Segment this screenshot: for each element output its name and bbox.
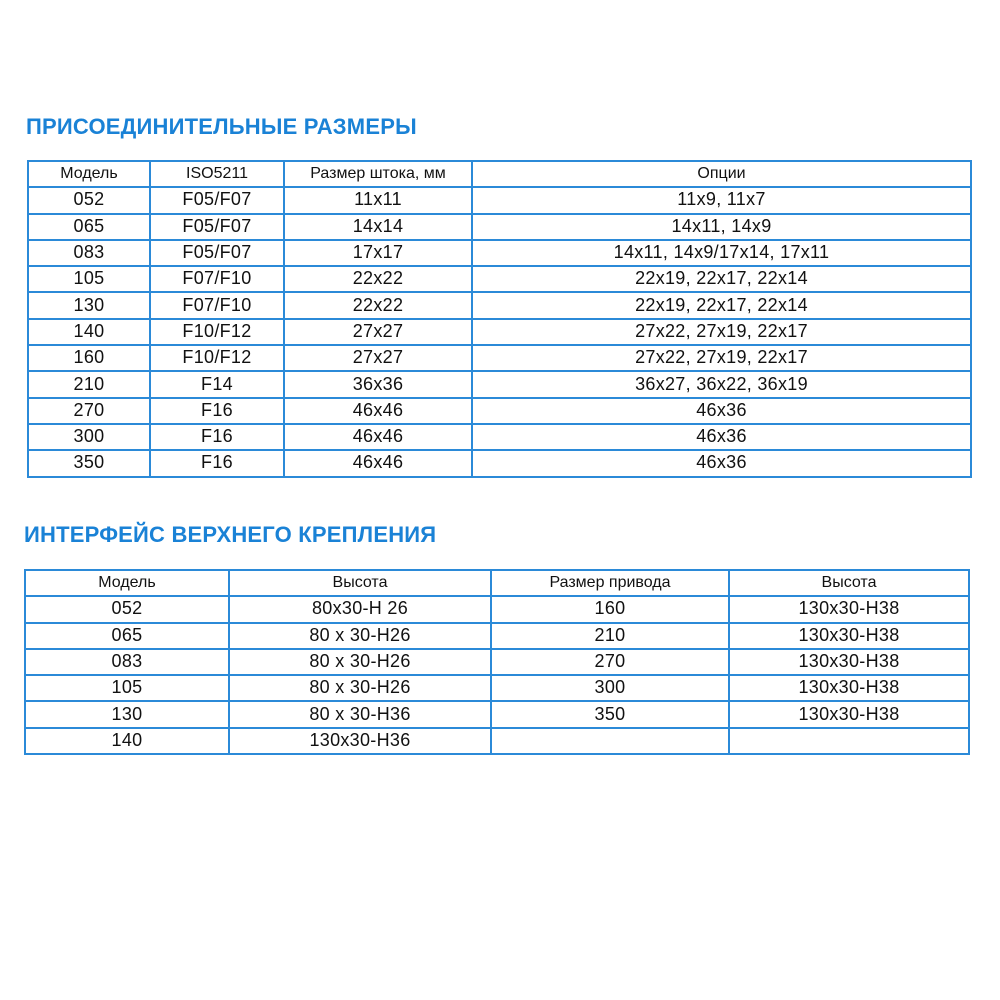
cell-model: 065: [25, 623, 229, 649]
table-row: [28, 214, 971, 240]
cell-stem-size: 27x27: [284, 345, 472, 371]
cell-model: 160: [28, 345, 150, 371]
cell-model: 210: [28, 371, 150, 397]
cell-model: 130: [25, 701, 229, 727]
table-row: [25, 728, 969, 754]
cell-iso5211: F14: [150, 371, 284, 397]
cell-model: 105: [25, 675, 229, 701]
cell-options: 27x22, 27x19, 22x17: [472, 319, 971, 345]
cell-height: 80 x 30-H26: [229, 649, 491, 675]
cell-actuator-size: 160: [491, 596, 729, 622]
cell-iso5211: F16: [150, 450, 284, 476]
header-height-2: Высота: [729, 570, 969, 596]
cell-stem-size: 22x22: [284, 292, 472, 318]
table-row: [28, 319, 971, 345]
table-row: [28, 187, 971, 213]
cell-height-2: 130x30-H38: [729, 596, 969, 622]
header-model: Модель: [25, 570, 229, 596]
cell-options: 27x22, 27x19, 22x17: [472, 345, 971, 371]
cell-options: 11x9, 11x7: [472, 187, 971, 213]
header-stem-size: Размер штока, мм: [284, 161, 472, 187]
top-mounting-interface-table: [24, 569, 970, 755]
cell-model: 140: [28, 319, 150, 345]
cell-iso5211: F16: [150, 398, 284, 424]
table-row: [28, 266, 971, 292]
cell-options: 46x36: [472, 398, 971, 424]
table-row: [28, 240, 971, 266]
cell-height: 80 x 30-H36: [229, 701, 491, 727]
cell-options: 14x11, 14x9: [472, 214, 971, 240]
table-row: [25, 675, 969, 701]
cell-actuator-size: 270: [491, 649, 729, 675]
cell-options: 46x36: [472, 424, 971, 450]
cell-height: 80x30-H 26: [229, 596, 491, 622]
cell-height: 80 x 30-H26: [229, 623, 491, 649]
cell-model: 083: [25, 649, 229, 675]
table-row: [28, 292, 971, 318]
table-row: [25, 596, 969, 622]
cell-height: 130x30-H36: [229, 728, 491, 754]
cell-iso5211: F05/F07: [150, 187, 284, 213]
cell-actuator-size: 300: [491, 675, 729, 701]
cell-stem-size: 11x11: [284, 187, 472, 213]
cell-actuator-size: 210: [491, 623, 729, 649]
cell-iso5211: F07/F10: [150, 292, 284, 318]
cell-height-2: 130x30-H38: [729, 675, 969, 701]
header-options: Опции: [472, 161, 971, 187]
cell-iso5211: F05/F07: [150, 240, 284, 266]
cell-height: 80 x 30-H26: [229, 675, 491, 701]
table-row: [25, 649, 969, 675]
header-model: Модель: [28, 161, 150, 187]
cell-model: 350: [28, 450, 150, 476]
cell-stem-size: 36x36: [284, 371, 472, 397]
cell-model: 130: [28, 292, 150, 318]
cell-height-2: 130x30-H38: [729, 701, 969, 727]
cell-stem-size: 46x46: [284, 424, 472, 450]
cell-stem-size: 46x46: [284, 450, 472, 476]
cell-iso5211: F07/F10: [150, 266, 284, 292]
cell-stem-size: 14x14: [284, 214, 472, 240]
cell-iso5211: F10/F12: [150, 345, 284, 371]
table-header-row: [28, 161, 971, 187]
cell-model: 270: [28, 398, 150, 424]
cell-actuator-size: [491, 728, 729, 754]
cell-actuator-size: 350: [491, 701, 729, 727]
top-mounting-interface-title: ИНТЕРФЕЙС ВЕРХНЕГО КРЕПЛЕНИЯ: [24, 522, 437, 547]
cell-stem-size: 17x17: [284, 240, 472, 266]
cell-stem-size: 22x22: [284, 266, 472, 292]
cell-stem-size: 46x46: [284, 398, 472, 424]
cell-options: 22x19, 22x17, 22x14: [472, 292, 971, 318]
table-row: [25, 623, 969, 649]
table-row: [28, 345, 971, 371]
cell-height-2: 130x30-H38: [729, 649, 969, 675]
connection-dimensions-table: [27, 160, 972, 478]
header-actuator-size: Размер привода: [491, 570, 729, 596]
table-row: [28, 398, 971, 424]
cell-model: 140: [25, 728, 229, 754]
cell-iso5211: F05/F07: [150, 214, 284, 240]
cell-options: 14x11, 14x9/17x14, 17x11: [472, 240, 971, 266]
cell-iso5211: F10/F12: [150, 319, 284, 345]
connection-dimensions-title: ПРИСОЕДИНИТЕЛЬНЫЕ РАЗМЕРЫ: [26, 114, 417, 139]
cell-options: 22x19, 22x17, 22x14: [472, 266, 971, 292]
cell-options: 36x27, 36x22, 36x19: [472, 371, 971, 397]
header-iso5211: ISO5211: [150, 161, 284, 187]
cell-model: 052: [25, 596, 229, 622]
cell-iso5211: F16: [150, 424, 284, 450]
cell-model: 300: [28, 424, 150, 450]
table-row: [28, 371, 971, 397]
table-row: [25, 701, 969, 727]
cell-height-2: [729, 728, 969, 754]
cell-height-2: 130x30-H38: [729, 623, 969, 649]
cell-model: 065: [28, 214, 150, 240]
cell-model: 105: [28, 266, 150, 292]
table-row: [28, 424, 971, 450]
cell-model: 052: [28, 187, 150, 213]
table-header-row: [25, 570, 969, 596]
table-row: [28, 450, 971, 476]
header-height: Высота: [229, 570, 491, 596]
cell-stem-size: 27x27: [284, 319, 472, 345]
cell-model: 083: [28, 240, 150, 266]
cell-options: 46x36: [472, 450, 971, 476]
